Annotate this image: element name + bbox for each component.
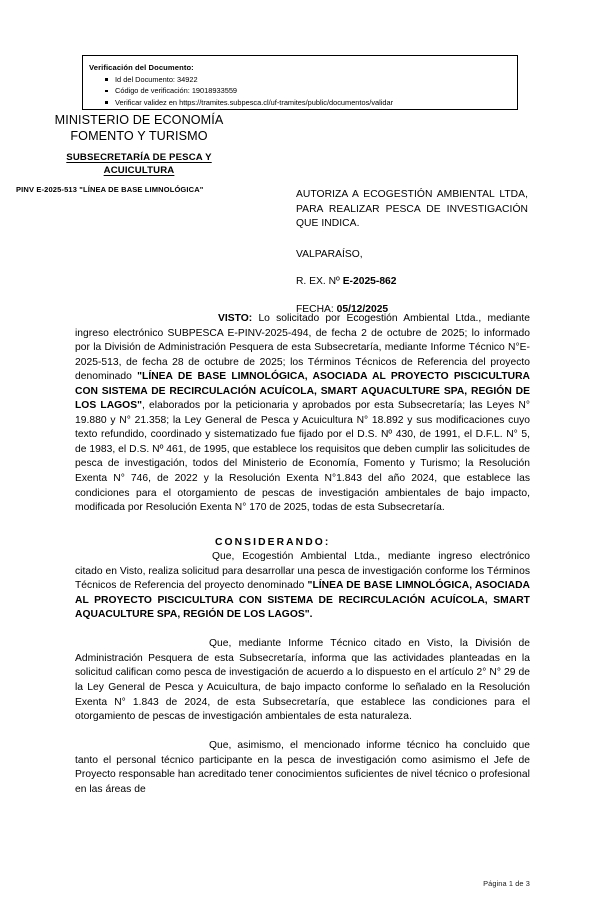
visto-label: VISTO: <box>218 313 253 324</box>
date-value: 05/12/2025 <box>336 303 389 315</box>
resolution-label: R. EX. Nº <box>296 276 343 288</box>
visto-project-title: "LÍNEA DE BASE LIMNOLÓGICA, ASOCIADA AL PROYECTO PISCICULTURA CON SISTEMA DE RECIRCULACIÓN ACUÍCOLA, SMART AQUACULTURE SPA, REGIÓN DE LOS LAGOS" <box>75 371 531 412</box>
subsecretaria-line1: SUBSECRETARÍA DE PESCA Y <box>66 152 212 163</box>
paragraph-considerando-1 <box>75 550 530 623</box>
ministry-name-line2: FOMENTO Y TURISMO <box>70 128 208 143</box>
paragraph-visto <box>75 312 530 516</box>
page-footer: Página 1 de 3 <box>483 879 530 888</box>
considerando-3-text: Que, asimismo, el mencionado informe técnico ha concluido que tanto el personal técnico participante en la pesca de investigación como asimismo el Jefe de Proyecto responsable han acreditado tener conocimientos suficientes de nivel técnico o profesional en las áreas de <box>75 740 530 795</box>
subsecretaria-name <box>14 152 264 177</box>
considerando-1-project-title: "LÍNEA DE BASE LIMNOLÓGICA, ASOCIADA AL PROYECTO PISCICULTURA CON SISTEMA DE RECIRCULACIÓN ACUÍCOLA, SMART AQUACULTURE SPA, REGIÓN DE LOS LAGOS". <box>75 580 531 621</box>
considerando-heading: CONSIDERANDO: <box>215 536 331 548</box>
ministry-name-line1: MINISTERIO DE ECONOMÍA <box>54 113 224 127</box>
considerando-2-text: Que, mediante Informe Técnico citado en Visto, la División de Administración Pesquera de esta Subsecretaría, informa que las actividades planteadas en la solicitud califican como pesca de investigación de acuerdo a lo dispuesto en el artículo 2° N° 29 de la Ley General de Pesca y Acuicultura, de bajo impacto conforme lo señalado en la Resolución Exenta N° 1.843 de 2024, de esta Subsecretaría, que establece las condiciones para el otorgamiento de pescas de investigación ambientales de esta naturaleza. <box>75 638 530 723</box>
verification-title: Verificación del Documento: <box>89 63 194 72</box>
verification-list <box>83 74 517 108</box>
visto-text-part2: , elaborados por la peticionaria y aprobados por esta Subsecretaría; las Leyes N° 19.880 y N° 21.358; la Ley General de Pesca y Acuicultura N° 18.892 y sus modificaciones cuyo texto refundido, coordinado y sistematizado fue fijado por el D.S. Nº 430, de 1991, el D.F.L. N° 5, de 1983, el D.S. Nº 461, de 1995, que establece los requisitos que deben cumplir las solicitudes de pesca de investigación, todos del Ministerio de Economía, Fomento y Turismo; la Resolución Exenta N° 746, de 2022 y la Resolución Exenta N°1.843 del año 2024, que establece las condiciones para el otorgamiento de pescas de investigación ambientales de bajo impacto, modificada por Resolución Exenta N° 170 de 2025, todas de esta Subsecretaría. <box>75 400 530 514</box>
city-line: VALPARAÍSO, <box>296 248 363 260</box>
paragraph-considerando-3 <box>75 739 530 797</box>
resolution-number: E-2025-862 <box>342 276 397 288</box>
verification-item-code: Código de verificación: 19018933559 <box>115 85 517 96</box>
document-body <box>75 312 530 797</box>
verification-item-document-id: Id del Documento: 34922 <box>115 74 517 85</box>
paragraph-considerando-2 <box>75 637 530 724</box>
visto-text-part1: Lo solicitado por Ecogestión Ambiental Ltda., mediante ingreso electrónico SUBPESCA E-PINV-2025-494, de fecha 2 de octubre de 2025; lo informado por la División de Administración Pesquera de esta Subsecretaría, mediante Informe Técnico N°E-2025-513, de fecha 28 de octubre de 2025; los Términos Técnicos de Referencia del proyecto denominado <box>75 313 530 383</box>
subsecretaria-line2: ACUICULTURA <box>103 164 175 176</box>
letterhead <box>14 113 264 194</box>
subject-line: AUTORIZA A ECOGESTIÓN AMBIENTAL LTDA, PARA REALIZAR PESCA DE INVESTIGACIÓN QUE INDICA. <box>296 189 528 230</box>
verification-item-url: Verificar validez en https://tramites.subpesca.cl/uf-tramites/public/documentos/validar <box>115 97 517 108</box>
project-code: PINV E-2025-513 "LÍNEA DE BASE LIMNOLÓGICA" <box>16 185 204 194</box>
considerando-1-text: Que, Ecogestión Ambiental Ltda., mediante ingreso electrónico citado en Visto, realiza solicitud para desarrollar una pesca de investigación conforme los Términos Técnicos de Referencia del proyecto denominado <box>75 551 530 592</box>
heading-block <box>296 188 528 318</box>
resolution-line <box>296 275 528 290</box>
date-label: FECHA: <box>296 303 337 315</box>
verification-box <box>82 55 518 110</box>
